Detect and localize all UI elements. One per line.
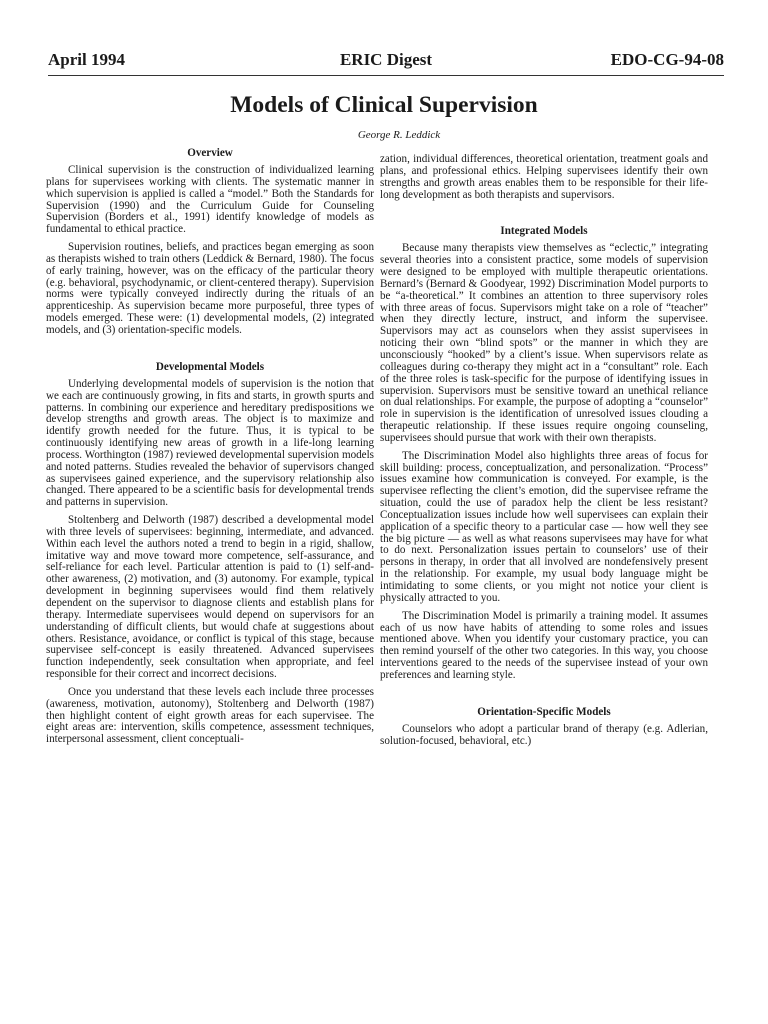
document-code: EDO-CG-94-08	[610, 50, 724, 69]
orientation-paragraph: Counselors who adopt a particular brand of therapy (e.g. Adlerian, solution-focused, behavioral, etc.)	[380, 722, 708, 747]
page-title: Models of Clinical Supervision	[230, 92, 538, 118]
integrated-paragraph: Because many therapists view themselves as “eclectic,” integrating several theories into a consistent practice, some models of supervision were designed to be employed with multiple therapeutic orientations. Bernard’s (Bernard & Goodyear, 1992) Discrimination Model purports to be “a-theoretical.” It combines an attention to three supervisory roles with three areas of focus. Supervisors might take on a role of “teacher” when they directly lecture, instruct, and inform the supervisee. Supervisors may act as counselors when they assist supervisees in noticing their own “blind spots” or the manner in which they are unconsciously “hooked” by a client’s issue. When supervisors relate as colleagues during co-therapy they might act in a “consultant” role. Each of the three roles is task-specific for the purpose of identifying issues in supervision. Supervisors must be sensitive toward an unethical reliance on dual relationships. For example, the purpose of adopting a “counselor” role in supervision is the identification of unresolved issues clouding a therapeutic relationship. If these issues require ongoing counseling, supervisees should pursue that work with their own therapists.	[380, 242, 708, 444]
author-byline: George R. Leddick	[357, 129, 441, 141]
integrated-paragraph: The Discrimination Model is primarily a training model. It assumes each of us now have habits of attending to some roles and issues mentioned above. When you identify your customary practice, you can then remind yourself of the other two categories. In this way, you choose interventions geared to the needs of the supervisee instead of your own preferences and learning style.	[380, 609, 708, 681]
developmental-paragraph: Underlying developmental models of supervision is the notion that we each are continuously growing, in fits and starts, in growth spurts and patterns. In combining our experience and hereditary predispositions we develop strengths and growth areas. The object is to maximize and identify growth needed for the future. Thus, it is typical to be continuously identifying new areas of growth in a life-long learning process. Worthington (1987) reviewed developmental supervision models and noted patterns. Studies revealed the behavior of supervisors changed as supervisees gained experience, and the supervisory relationship also changed. There appeared to be a scientific basis for developmental trends and patterns in supervision.	[46, 377, 374, 509]
overview-paragraph: Supervision routines, beliefs, and practices began emerging as soon as therapists wished to train others (Leddick & Bernard, 1980). The focus of early training, however, was on the efficacy of the particular theory (e.g. behavioral, psychodynamic, or client-centered therapy). Supervision norms were typically conveyed indirectly during the rituals of an apprenticeship. As supervision became more purposeful, three types of models emerged. These were: (1) developmental models, (2) integrated models, and (3) orientation-specific models.	[46, 241, 374, 336]
page-header	[48, 50, 724, 76]
developmental-paragraph: Stoltenberg and Delworth (1987) described a developmental model with three levels of supervisees: beginning, intermediate, and advanced. Within each level the authors noted a trend to begin in a rigid, shallow, imitative way and move toward more competence, self-assurance, and self-reliance for each level. Particular attention is paid to (1) self-and-other awareness, (2) motivation, and (3) autonomy. For example, typical development in beginning supervisees would find them relatively dependent on the supervisor to diagnose clients and establish plans for therapy. Intermediate supervisees would depend on supervisors for an understanding of difficult clients, but would chafe at suggestions about others. Resistance, avoidance, or conflict is typical of this stage, because supervisee self-concept is easily threatened. Advanced supervisees function independently, seek consultation when appropriate, and feel responsible for their correct and incorrect decisions.	[46, 514, 374, 681]
left-column	[46, 147, 374, 746]
orientation-heading: Orientation-Specific Models	[477, 705, 611, 718]
series-name: ERIC Digest	[339, 50, 433, 69]
overview-heading: Overview	[187, 147, 233, 159]
developmental-paragraph-continued: zation, individual differences, theoretical orientation, treatment goals and plans, and professional ethics. Helping supervisees identify their own strengths and growth areas enables them to be responsible for their life-long development as both therapists and supervisors.	[380, 153, 708, 201]
developmental-paragraph: Once you understand that these levels each include three processes (awareness, motivation, autonomy), Stoltenberg and Delworth (1987) then highlight content of eight growth areas for each supervisee. The eight areas are: intervention, skills competence, assessment techniques, interpersonal assessment, client conceptuali-	[46, 685, 374, 746]
integrated-paragraph: The Discrimination Model also highlights three areas of focus for skill building: process, conceptualization, and personalization. “Process” issues examine how communication is conveyed. For example, is the supervisee reflecting the client’s emotion, did the supervisee reframe the situation, could the use of paradox help the client be less resistant? Conceptualization issues include how well supervisees can explain their application of a specific theory to a particular case — how well they see the big picture — as well as what reasons supervisees may have for what to do next. Personalization issues pertain to counselors’ use of their persons in therapy, in order that all involved are nondefensively present in the relationship. For example, my usual body language might be intimidating to some clients, or you might not notice your client is physically attracted to you.	[380, 449, 708, 604]
developmental-heading: Developmental Models	[155, 360, 265, 373]
integrated-heading: Integrated Models	[500, 225, 588, 238]
overview-paragraph: Clinical supervision is the construction of individualized learning plans for supervisees working with clients. The systematic manner in which supervision is applied is called a “model.” Both the Standards for Supervision (1990) and the Curriculum Guide for Counseling Supervision (Borders et al., 1991) identify knowledge of models as fundamental to ethical practice.	[46, 164, 374, 236]
right-column	[380, 154, 708, 747]
header-rule	[48, 75, 724, 76]
issue-date: April 1994	[48, 50, 125, 69]
